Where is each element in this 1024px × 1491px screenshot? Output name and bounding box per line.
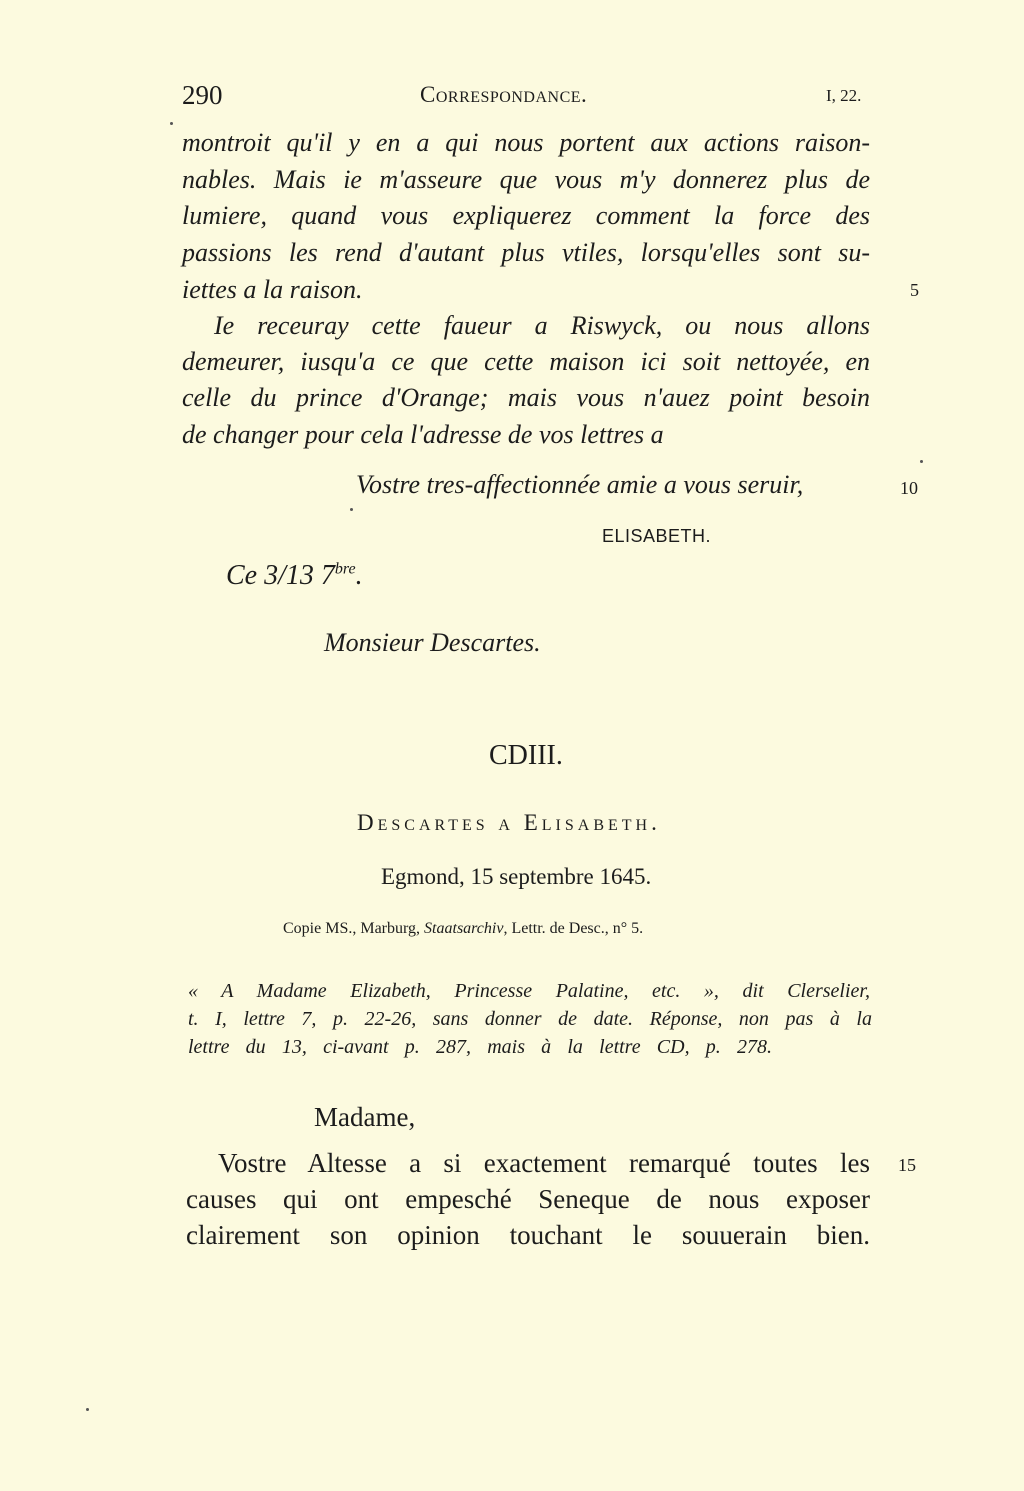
paper-speck — [920, 460, 923, 463]
salutation: Madame, — [314, 1102, 416, 1132]
editor-note-line: lettre du 13, ci-avant p. 287, mais à la lettre CD, p. 278. — [188, 1036, 772, 1058]
paper-speck — [350, 508, 353, 511]
letter-line: celle du prince d'Orange; mais vous n'auez point besoin — [182, 383, 870, 412]
paper-speck — [170, 122, 173, 125]
letter-address: Monsieur Descartes. — [324, 628, 541, 657]
letter-place-date: Egmond, 15 septembre 1645. — [381, 864, 652, 889]
reply-line: causes qui ont empesché Seneque de nous exposer — [186, 1184, 870, 1214]
editor-note-line: t. I, lettre 7, p. 22-26, sans donner de date. Réponse, non pas à la — [188, 1008, 872, 1030]
reply-line: Vostre Altesse a si exactement remarqué toutes les — [218, 1148, 870, 1178]
letter-line: Ie receuray cette faueur a Riswyck, ou nous allons — [214, 311, 870, 340]
paper-speck — [86, 1408, 89, 1411]
letter-line: lumiere, quand vous expliquerez comment la force des — [182, 201, 870, 230]
letter-line: nables. Mais ie m'asseure que vous m'y donnerez plus de — [182, 165, 870, 194]
letter-title: Descartes a Elisabeth. — [357, 810, 661, 835]
letter-line: montroit qu'il y en a qui nous portent aux actions raison- — [182, 128, 870, 157]
letter-date: Ce 3/13 $7^{bre}$. — [226, 560, 363, 591]
letter-line: de changer pour cela l'adresse de vos lettres a — [182, 420, 664, 449]
volume-reference: I, 22. — [826, 86, 862, 105]
running-title: Correspondance. — [420, 82, 588, 107]
line-number: 15 — [898, 1155, 916, 1175]
letter-closing: Vostre tres-affectionnée amie a vous seruir, — [356, 470, 804, 499]
line-number: 10 — [900, 478, 918, 498]
editor-note-line: « A Madame Elizabeth, Princesse Palatine, etc. », dit Clerselier, — [188, 980, 870, 1002]
letter-line: iettes a la raison. — [182, 275, 363, 304]
manuscript-source: Copie MS., Marburg, Staatsarchiv, Lettr. de Desc., n° 5. — [283, 920, 644, 937]
reply-line: clairement son opinion touchant le souuerain bien. — [186, 1220, 870, 1250]
page-number: 290 — [182, 80, 223, 110]
letter-line: passions les rend d'autant plus vtiles, lorsqu'elles sont su- — [182, 238, 870, 267]
signature: ELISABETH. — [602, 526, 712, 546]
line-number: 5 — [910, 280, 919, 300]
letter-number: CDIII. — [489, 740, 563, 771]
letter-line: demeurer, iusqu'a ce que cette maison ici soit nettoyée, en — [182, 347, 870, 376]
